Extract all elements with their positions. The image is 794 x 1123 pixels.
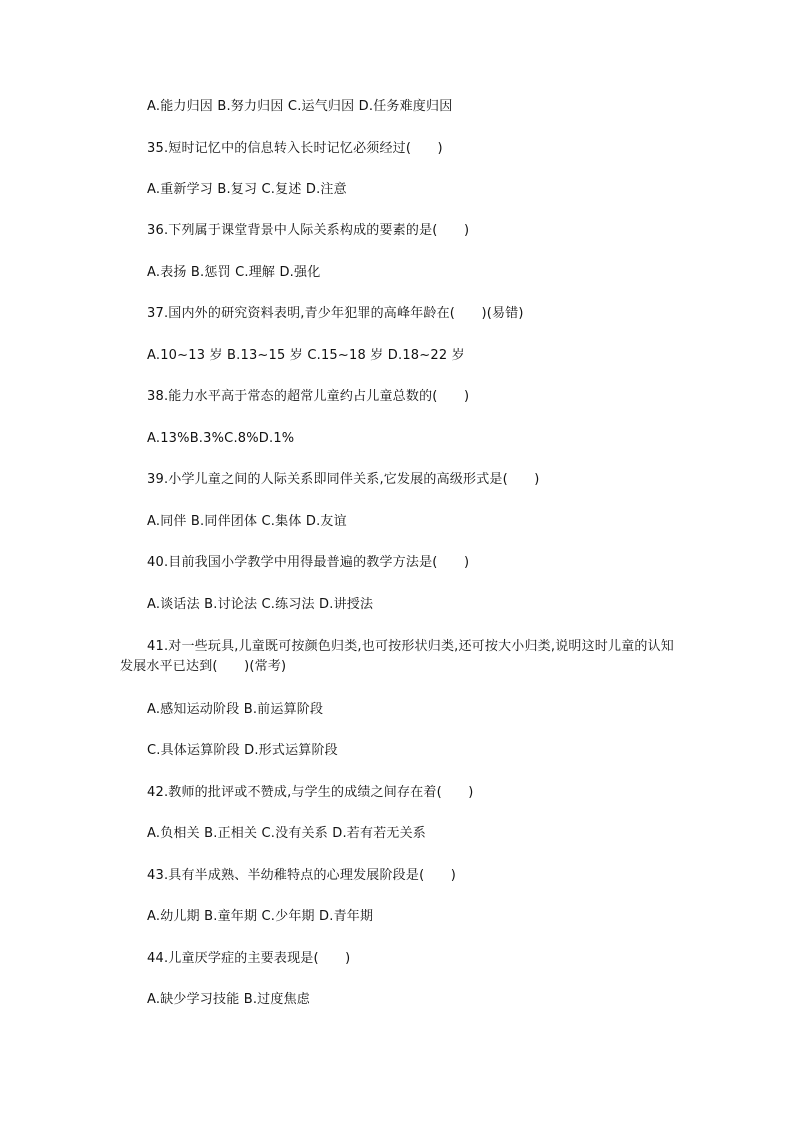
q38-options: A.13%B.3%C.8%D.1% [147, 431, 295, 446]
q41-options-line1: A.感知运动阶段 B.前运算阶段 [147, 702, 324, 717]
q39-question: 39.小学儿童之间的人际关系即同伴关系,它发展的高级形式是( ) [147, 472, 540, 487]
q37-question: 37.国内外的研究资料表明,青少年犯罪的高峰年龄在( )(易错) [147, 306, 524, 321]
q42-options: A.负相关 B.正相关 C.没有关系 D.若有若无关系 [147, 826, 426, 841]
q36-question: 36.下列属于课堂背景中人际关系构成的要素的是( ) [147, 223, 470, 238]
q34-options: A.能力归因 B.努力归因 C.运气归因 D.任务难度归因 [147, 99, 453, 114]
q35-options: A.重新学习 B.复习 C.复述 D.注意 [147, 182, 347, 197]
q39-options: A.同伴 B.同伴团体 C.集体 D.友谊 [147, 514, 347, 529]
q42-question: 42.教师的批评或不赞成,与学生的成绩之间存在着( ) [147, 785, 474, 800]
q44-options: A.缺少学习技能 B.过度焦虑 [147, 992, 310, 1007]
q38-question: 38.能力水平高于常态的超常儿童约占儿童总数的( ) [147, 389, 470, 404]
q36-options: A.表扬 B.惩罚 C.理解 D.强化 [147, 265, 321, 280]
q41-question: 41.对一些玩具,儿童既可按颜色归类,也可按形状归类,还可按大小归类,说明这时儿童的认知发展水平已达到( )(常考) [120, 639, 675, 674]
q44-question: 44.儿童厌学症的主要表现是( ) [147, 951, 351, 966]
q43-question: 43.具有半成熟、半幼稚特点的心理发展阶段是( ) [147, 868, 457, 883]
q35-question: 35.短时记忆中的信息转入长时记忆必须经过( ) [147, 141, 443, 156]
q43-options: A.幼儿期 B.童年期 C.少年期 D.青年期 [147, 909, 374, 924]
q40-question: 40.目前我国小学教学中用得最普遍的教学方法是( ) [147, 555, 470, 570]
q37-options: A.10~13 岁 B.13~15 岁 C.15~18 岁 D.18~22 岁 [147, 348, 465, 363]
q40-options: A.谈话法 B.讨论法 C.练习法 D.讲授法 [147, 597, 374, 612]
q41-options-line2: C.具体运算阶段 D.形式运算阶段 [147, 743, 338, 758]
